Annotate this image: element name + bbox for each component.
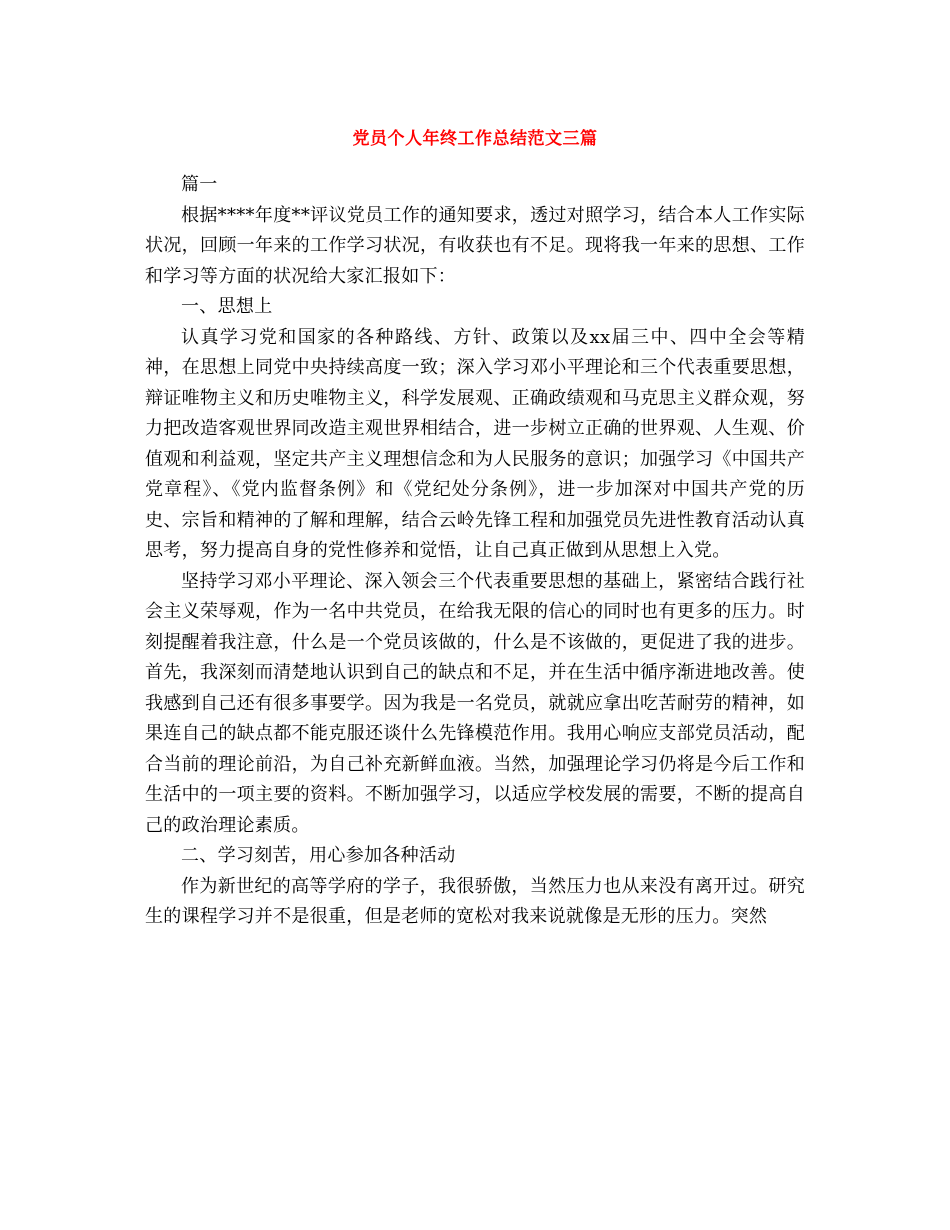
- section-heading-thought: 一、思想上: [181, 296, 273, 317]
- section-heading-study: 二、学习刻苦，用心参加各种活动: [181, 845, 456, 866]
- document-title: 党员个人年终工作总结范文三篇: [352, 129, 598, 149]
- study-paragraph-1: 作为新世纪的高等学府的学子，我很骄傲，当然压力也从来没有离开过。研究生的课程学习并不是很重，但是老师的宽松对我来说就像是无形的压力。突然: [145, 875, 805, 927]
- thought-paragraph-1: 认真学习党和国家的各种路线、方针、政策以及xx届三中、四中全会等精神，在思想上同党中央持续高度一致；深入学习邓小平理论和三个代表重要思想，辩证唯物主义和历史唯物主义，科学发展观、正确政绩观和马克思主义群众观，努力把改造客观世界同改造主观世界相结合，进一步树立正确的世界观、人生观、价值观和利益观，坚定共产主义理想信念和为人民服务的意识；加强学习《中国共产党章程》、《党内监督条例》和《党纪处分条例》，进一步加深对中国共产党的历史、宗旨和精神的了解和理解，结合云岭先锋工程和加强党员先进性教育活动认真思考，努力提高自身的党性修养和觉悟，让自己真正做到从思想上入党。: [145, 326, 805, 561]
- thought-paragraph-2: 坚持学习邓小平理论、深入领会三个代表重要思想的基础上，紧密结合践行社会主义荣辱观，作为一名中共党员，在给我无限的信心的同时也有更多的压力。时刻提醒着我注意，什么是一个党员该做的，什么是不该做的，更促进了我的进步。首先，我深刻而清楚地认识到自己的缺点和不足，并在生活中循序渐进地改善。使我感到自己还有很多事要学。因为我是一名党员，就就应拿出吃苦耐劳的精神，如果连自己的缺点都不能克服还谈什么先锋模范作用。我用心响应支部党员活动，配合当前的理论前沿，为自己补充新鲜血液。当然，加强理论学习仍将是今后工作和生活中的一项主要的资料。不断加强学习，以适应学校发展的需要，不断的提高自己的政治理论素质。: [145, 570, 805, 836]
- section-heading-part-one: 篇一: [181, 174, 218, 195]
- document-body: [145, 170, 805, 933]
- intro-paragraph: 根据****年度**评议党员工作的通知要求，透过对照学习，结合本人工作实际状况，回顾一年来的工作学习状况，有收获也有不足。现将我一年来的思想、工作和学习等方面的状况给大家汇报如下：: [145, 204, 805, 287]
